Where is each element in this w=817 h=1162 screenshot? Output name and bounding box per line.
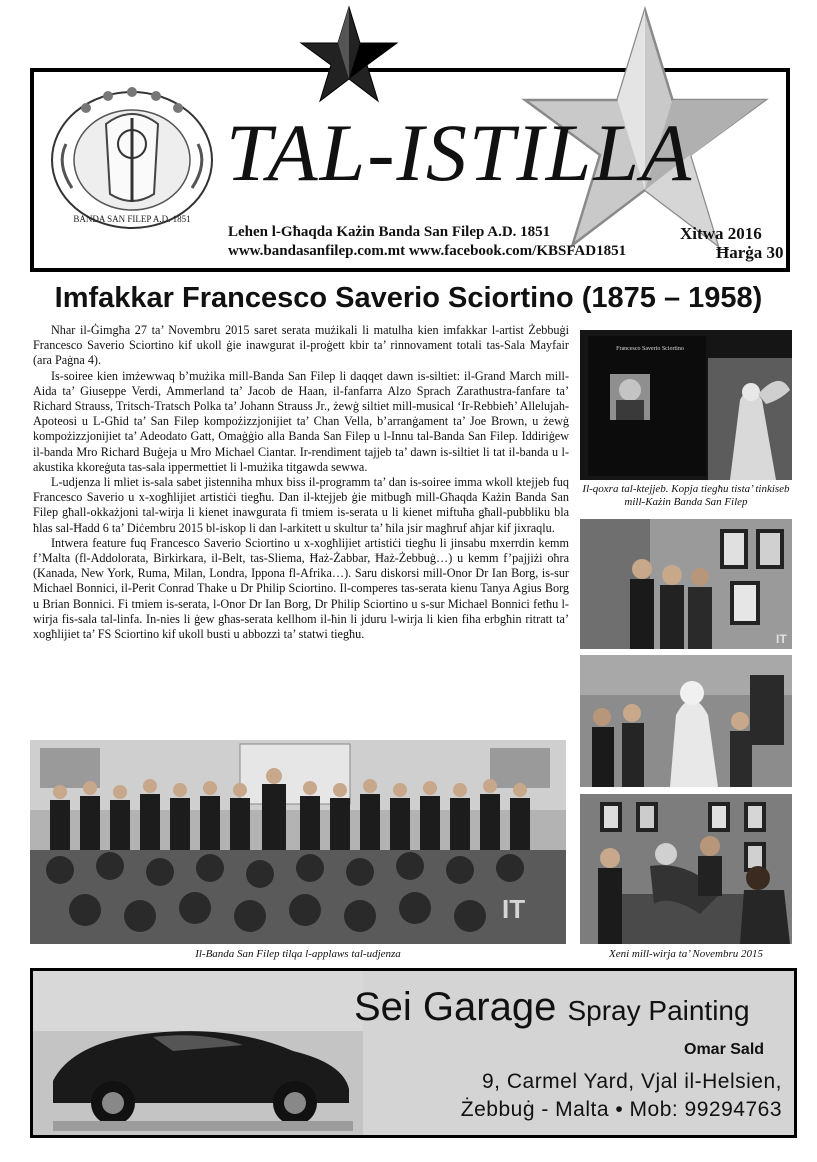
ad-title — [354, 985, 750, 1030]
band-emblem-logo — [46, 84, 218, 234]
publication-title: TAL-ISTILLA — [226, 107, 694, 198]
booklet-cover-photo — [580, 330, 792, 480]
exhibition-statue-photo — [580, 655, 792, 787]
article-paragraph: Is-soiree kien imżewwaq b’mużika mill-Banda San Filep li daqqet dawn is-siltiet: il-Grand March mill-Aida ta’ Giuseppe Verdi, Ammerland ta’ Jacob de Haan, il-fanfarra Alzo Sprach Zarathustra-fanfare ta’ Richard Strauss, Tritsch-Tratsch Polka ta’ Johann Strauss Jr., żewġ siltiet mill-musical ‘Ir-Rebbieħ’ Allelujah-Apoteosi u L-Għid ta’ San Filep kompożizzjonijiet ta’ Chan Vella, b’arranġament ta’ Joe Brown, u żewġ kompożizzjonijiet ta’ Adeodato Gatt, Omaġġio alla Banda San Filep u l-Innu tal-Banda San Filep. Iddiriġew il-banda Mro Richard Buġeja u Mro Michael Ciantar. Ir-rendiment tajjeb ta’ dawn is-siltiet li tat il-banda u l-akustika kkoreġuta tas-sala ippermettiet li l-mużika titgawda sewwa. — [33, 368, 569, 474]
exhibition-visitors-photo — [580, 794, 792, 944]
article-body — [33, 323, 569, 642]
article-paragraph: Intwera feature fuq Francesco Saverio Sciortino u x-xogħlijiet artistiċi tiegħu li jinsabu mxerrdin kemm f’Malta (fl-Addolorata, Birkirkara, il-Belt, tas-Sliema, Ħaż-Żabbar, Ħaż-Żebbuġ…) u kemm f’pajjiżi oħra (Kanada, New York, Ruma, Milan, Londra, Ippona fl-Afrika…). Saru diskorsi mill-Onor Dr Ian Borg, is-sur Michael Bonnici, il-Perit Conrad Thake u Dr Philip Sciortino. Il-comperes tas-serata kienu Tanya Agius Borg u Brian Bonnici. Fi tmiem is-serata, l-Onor Dr Ian Borg, Dr Philip Sciortino u s-sur Michael Bonnici fetħu l-wirja fis-sala tal-linfa. In-nies li ġew għas-serata kellhom il-ħin li jduru l-wirja li kien fiha erbgħin ritratt ta’ xogħlijiet ta’ FS Sciortino kif ukoll busti u abbozzi ta’ statwi tiegħu. — [33, 535, 569, 642]
publication-subtitle: Lehen l-Għaqda Każin Banda San Filep A.D. 1851 — [228, 224, 551, 240]
article-paragraph: L-udjenza li mliet is-sala sabet jistenniha mhux biss il-programm ta’ dan is-soiree imma wkoll ktejjeb fuq Francesco Saverio u x-xogħlijiet artistiċi tiegħu. Dan il-ktejjeb ġie mitbugħ mill-Għaqda Każin Banda San Filep għall-okkażjoni tal-wirja li kienet inawgurata fi tmiem is-serata u li kienet miftuħa għall-pubbliku bla ħlas sal-Ħadd 6 ta’ Diċembru 2015 bl-iskop li dan l-arkitett u skultur ta’ ħila jsir magħruf aħjar kif jixraqlu. — [33, 475, 569, 535]
article-headline: Imfakkar Francesco Saverio Sciortino (1875 – 1958) — [54, 282, 763, 314]
ad-owner: Omar Sald — [684, 1041, 765, 1058]
ad-address-line: Żebbuġ - Malta • Mob: 99294763 — [460, 1098, 782, 1121]
booklet-caption: Il-qoxra tal-ktejjeb. Kopja tiegħu tista’ tinkiseb mill-Każin Banda San Filep — [582, 483, 790, 508]
exhibition-opening-photo — [580, 519, 792, 649]
ad-address — [461, 1068, 782, 1124]
band-concert-photo — [30, 740, 566, 944]
watermark-logo: IT — [502, 894, 526, 924]
publication-links: www.bandasanfilep.com.mt www.facebook.com/KBSFAD1851 — [228, 243, 627, 259]
black-star-icon — [298, 5, 400, 105]
watermark-logo: IT — [776, 632, 787, 646]
exhibition-caption: Xeni mill-wirja ta’ Novembru 2015 — [609, 948, 763, 960]
emblem-text: BANDA SAN FILEP A.D. 1851 — [73, 214, 191, 224]
issue-season: Xitwa 2016 — [680, 224, 762, 243]
article-paragraph: Nhar il-Ġimgħa 27 ta’ Novembru 2015 saret serata mużikali li matulha kien imfakkar l-artist Żebbuġi Francesco Saverio Sciortino kif ukoll ġie inawgurat il-proġett kbir ta’ rinnovament totali tas-Sala Mayfair (ara Paġna 4). — [33, 323, 569, 368]
booklet-cover-text: Francesco Saverio Sciortino — [616, 346, 684, 352]
band-caption: Il-Banda San Filep tilqa l-applaws tal-udjenza — [195, 948, 401, 960]
car-photo — [33, 971, 363, 1138]
ad-business-name: Sei Garage — [354, 985, 557, 1029]
ad-address-line: 9, Carmel Yard, Vjal il-Helsien, — [482, 1070, 782, 1093]
ad-service: Spray Painting — [567, 995, 750, 1026]
issue-number: Ħarġa 30 — [716, 243, 784, 262]
